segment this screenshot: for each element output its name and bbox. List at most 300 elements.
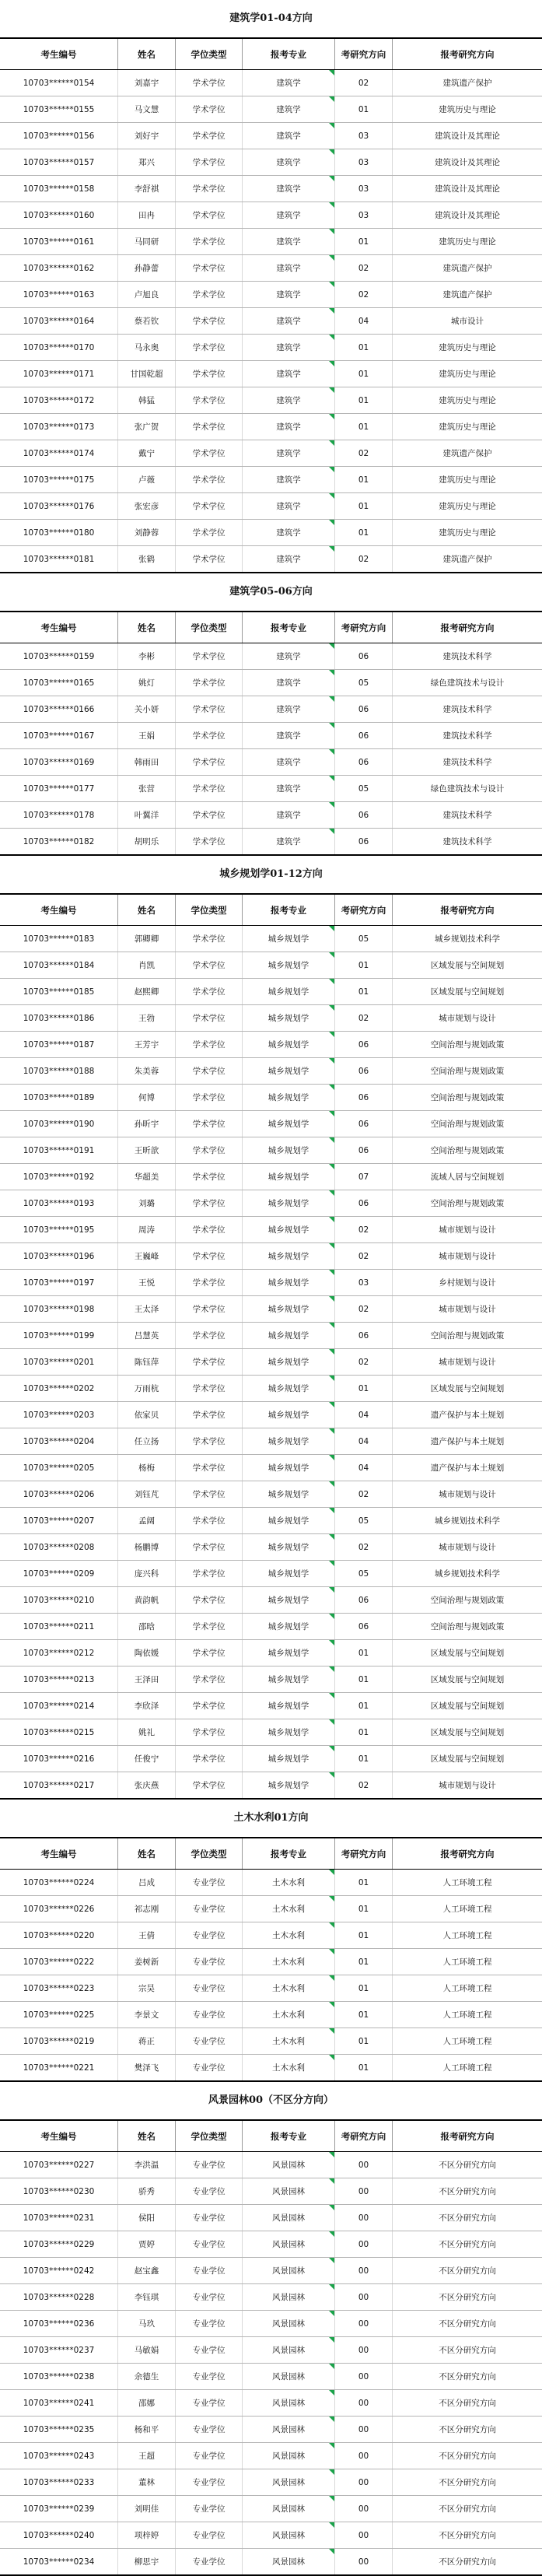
- direction-name: 城市设计: [451, 317, 484, 326]
- candidate-id: 10703******0157: [0, 149, 118, 175]
- candidate-name: 刘璐: [118, 1190, 176, 1216]
- direction-name: 城市规划与设计: [439, 1252, 496, 1261]
- candidate-id: 10703******0175: [0, 467, 118, 492]
- candidate-id: 10703******0222: [0, 1949, 118, 1975]
- table-row: [0, 1085, 542, 1111]
- header-direction-name: 报考研究方向: [440, 904, 495, 916]
- header-major: 报考专业: [243, 1838, 335, 1869]
- table-row: [0, 1402, 542, 1428]
- header-direction-name: 报考研究方向: [440, 48, 495, 60]
- header-candidate-id: 考生编号: [0, 895, 118, 925]
- candidate-id: 10703******0229: [0, 2231, 118, 2257]
- candidate-id: 10703******0197: [0, 1270, 118, 1295]
- candidate-id: 10703******0217: [0, 1772, 118, 1798]
- candidate-name: 项梓婷: [118, 2522, 176, 2548]
- major: 建筑学: [243, 696, 335, 722]
- table-header: [0, 2119, 542, 2152]
- degree-type: 专业学位: [176, 2028, 243, 2054]
- candidate-name: 姜树新: [118, 1949, 176, 1975]
- candidate-id: 10703******0176: [0, 493, 118, 519]
- degree-type: 专业学位: [176, 1975, 243, 2001]
- candidate-name: 李欣泽: [118, 1693, 176, 1719]
- candidate-id: 10703******0181: [0, 546, 118, 572]
- direction-name: 不区分研究方向: [439, 2425, 496, 2434]
- major: 城乡规划学: [243, 1323, 335, 1348]
- major: 建筑学: [243, 96, 335, 122]
- table-body: [0, 70, 542, 573]
- degree-type: 学术学位: [176, 229, 243, 254]
- table-row: [0, 1746, 542, 1772]
- degree-type: 专业学位: [176, 2258, 243, 2283]
- candidate-id: 10703******0163: [0, 282, 118, 307]
- direction-code: 01: [335, 467, 393, 492]
- header-direction-name: 报考研究方向: [440, 622, 495, 633]
- candidate-id: 10703******0242: [0, 2258, 118, 2283]
- direction-name: 人工环境工程: [442, 1905, 492, 1914]
- table-row: [0, 1949, 542, 1975]
- table-row: [0, 926, 542, 952]
- candidate-name: 王巍峰: [118, 1243, 176, 1269]
- direction-name: 城乡规划技术科学: [435, 1569, 500, 1579]
- table-row: [0, 308, 542, 335]
- direction-code: 00: [335, 2311, 393, 2336]
- degree-type: 专业学位: [176, 2231, 243, 2257]
- candidate-id: 10703******0241: [0, 2390, 118, 2416]
- candidate-id: 10703******0198: [0, 1296, 118, 1322]
- table-row: [0, 2364, 542, 2390]
- candidate-name: 侯阳: [118, 2205, 176, 2231]
- candidate-name: 刘钰芃: [118, 1481, 176, 1507]
- degree-type: 学术学位: [176, 282, 243, 307]
- candidate-id: 10703******0233: [0, 2469, 118, 2495]
- direction-code: 00: [335, 2522, 393, 2548]
- candidate-id: 10703******0211: [0, 1614, 118, 1639]
- table-row: [0, 1481, 542, 1508]
- candidate-id: 10703******0160: [0, 202, 118, 228]
- table-header: [0, 611, 542, 643]
- major: 城乡规划学: [243, 1164, 335, 1190]
- candidate-id: 10703******0161: [0, 229, 118, 254]
- candidate-name: 祁志刚: [118, 1896, 176, 1922]
- degree-type: 专业学位: [176, 2549, 243, 2574]
- candidate-id: 10703******0212: [0, 1640, 118, 1666]
- direction-code: 01: [335, 414, 393, 440]
- direction-code: 01: [335, 229, 393, 254]
- degree-type: 学术学位: [176, 1032, 243, 1057]
- candidate-name: 姚礼: [118, 1719, 176, 1745]
- major: 城乡规划学: [243, 1587, 335, 1613]
- major: 风景园林: [243, 2522, 335, 2548]
- direction-code: 03: [335, 1270, 393, 1295]
- direction-code: 00: [335, 2152, 393, 2178]
- candidate-id: 10703******0159: [0, 643, 118, 669]
- direction-name: 建筑遗产保护: [442, 449, 492, 458]
- candidate-name: 刘明佳: [118, 2496, 176, 2522]
- candidate-name: 孙昕宇: [118, 1111, 176, 1137]
- degree-type: 学术学位: [176, 255, 243, 281]
- direction-name: 不区分研究方向: [439, 2478, 496, 2487]
- candidate-name: 张鹤: [118, 546, 176, 572]
- direction-name: 空间治理与规划政策: [430, 1120, 505, 1129]
- degree-type: 专业学位: [176, 2337, 243, 2363]
- major-section: [0, 2082, 542, 2576]
- degree-type: 学术学位: [176, 1376, 243, 1401]
- table-row: [0, 1243, 542, 1270]
- table-row: [0, 1614, 542, 1640]
- degree-type: 学术学位: [176, 1508, 243, 1533]
- candidate-name: 宗昊: [118, 1975, 176, 2001]
- section-title: 城乡规划学01-12方向: [219, 868, 323, 880]
- candidate-id: 10703******0210: [0, 1587, 118, 1613]
- candidate-name: 田冉: [118, 202, 176, 228]
- direction-name: 人工环境工程: [442, 1957, 492, 1967]
- major: 城乡规划学: [243, 1402, 335, 1428]
- major: 土木水利: [243, 1949, 335, 1975]
- table-row: [0, 2337, 542, 2364]
- section-title: 建筑学05-06方向: [229, 586, 313, 598]
- candidate-name: 柳思宇: [118, 2549, 176, 2574]
- candidate-name: 杨梅: [118, 1455, 176, 1481]
- table-row: [0, 335, 542, 361]
- major: 城乡规划学: [243, 1217, 335, 1242]
- direction-name: 不区分研究方向: [439, 2557, 496, 2567]
- degree-type: 学术学位: [176, 802, 243, 828]
- table-row: [0, 1667, 542, 1693]
- candidate-id: 10703******0171: [0, 361, 118, 387]
- direction-name: 城市规划与设计: [439, 1014, 496, 1023]
- header-direction-code: 考研究方向: [335, 1838, 393, 1869]
- direction-code: 00: [335, 2178, 393, 2204]
- candidate-id: 10703******0174: [0, 440, 118, 466]
- degree-type: 学术学位: [176, 440, 243, 466]
- direction-code: 00: [335, 2258, 393, 2283]
- direction-code: 01: [335, 1975, 393, 2001]
- direction-name: 人工环境工程: [442, 1931, 492, 1940]
- header-major: 报考专业: [243, 2121, 335, 2151]
- table-row: [0, 1296, 542, 1323]
- header-name: 姓名: [118, 39, 176, 69]
- major: 建筑学: [243, 229, 335, 254]
- candidate-name: 张营: [118, 776, 176, 801]
- candidate-id: 10703******0193: [0, 1190, 118, 1216]
- degree-type: 学术学位: [176, 1005, 243, 1031]
- major: 建筑学: [243, 520, 335, 545]
- direction-name: 人工环境工程: [442, 2037, 492, 2046]
- table-row: [0, 1217, 542, 1243]
- direction-code: 02: [335, 546, 393, 572]
- degree-type: 学术学位: [176, 361, 243, 387]
- table-row: [0, 149, 542, 176]
- candidate-id: 10703******0230: [0, 2178, 118, 2204]
- degree-type: 学术学位: [176, 149, 243, 175]
- direction-code: 06: [335, 1587, 393, 1613]
- direction-name: 空间治理与规划政策: [430, 1040, 505, 1050]
- candidate-id: 10703******0162: [0, 255, 118, 281]
- header-major: 报考专业: [243, 895, 335, 925]
- direction-name: 建筑技术科学: [442, 811, 492, 820]
- candidate-id: 10703******0189: [0, 1085, 118, 1110]
- major: 建筑学: [243, 308, 335, 334]
- candidate-id: 10703******0228: [0, 2284, 118, 2310]
- degree-type: 学术学位: [176, 1323, 243, 1348]
- candidate-id: 10703******0202: [0, 1376, 118, 1401]
- direction-code: 01: [335, 1949, 393, 1975]
- degree-type: 学术学位: [176, 1349, 243, 1375]
- degree-type: 学术学位: [176, 1772, 243, 1798]
- major-section: [0, 573, 542, 856]
- direction-name: 城市规划与设计: [439, 1225, 496, 1235]
- candidate-id: 10703******0235: [0, 2417, 118, 2442]
- direction-code: 06: [335, 1085, 393, 1110]
- major: 城乡规划学: [243, 1561, 335, 1586]
- direction-code: 00: [335, 2205, 393, 2231]
- candidate-id: 10703******0167: [0, 723, 118, 748]
- degree-type: 专业学位: [176, 2205, 243, 2231]
- candidate-id: 10703******0234: [0, 2549, 118, 2574]
- candidate-name: 马文慧: [118, 96, 176, 122]
- candidate-id: 10703******0227: [0, 2152, 118, 2178]
- table-row: [0, 1164, 542, 1190]
- degree-type: 学术学位: [176, 1455, 243, 1481]
- candidate-name: 骄秀: [118, 2178, 176, 2204]
- table-header: [0, 37, 542, 70]
- candidate-id: 10703******0186: [0, 1005, 118, 1031]
- candidate-name: 陶依媛: [118, 1640, 176, 1666]
- candidate-name: 胡明乐: [118, 829, 176, 854]
- table-row: [0, 802, 542, 829]
- direction-code: 06: [335, 723, 393, 748]
- direction-code: 06: [335, 1190, 393, 1216]
- direction-name: 空间治理与规划政策: [430, 1146, 505, 1155]
- direction-code: 01: [335, 1719, 393, 1745]
- section-title: 风景园林00（不区分方向）: [208, 2094, 334, 2106]
- candidate-name: 吕慧英: [118, 1323, 176, 1348]
- major: 城乡规划学: [243, 1349, 335, 1375]
- table-row: [0, 1534, 542, 1561]
- candidate-name: 王昕歆: [118, 1137, 176, 1163]
- direction-name: 城乡规划技术科学: [435, 1516, 500, 1526]
- candidate-id: 10703******0165: [0, 670, 118, 696]
- major: 城乡规划学: [243, 1455, 335, 1481]
- direction-name: 不区分研究方向: [439, 2240, 496, 2249]
- direction-name: 建筑历史与理论: [439, 422, 496, 432]
- degree-type: 学术学位: [176, 414, 243, 440]
- direction-name: 遗产保护与本土规划: [430, 1437, 505, 1446]
- direction-code: 06: [335, 1111, 393, 1137]
- candidate-id: 10703******0236: [0, 2311, 118, 2336]
- table-row: [0, 1508, 542, 1534]
- degree-type: 学术学位: [176, 979, 243, 1004]
- direction-code: 02: [335, 1296, 393, 1322]
- direction-code: 01: [335, 96, 393, 122]
- direction-name: 建筑历史与理论: [439, 237, 496, 247]
- major: 土木水利: [243, 1870, 335, 1895]
- candidate-name: 邵娜: [118, 2390, 176, 2416]
- candidate-id: 10703******0187: [0, 1032, 118, 1057]
- candidate-name: 叶翼洋: [118, 802, 176, 828]
- direction-name: 建筑设计及其理论: [435, 158, 500, 167]
- major: 风景园林: [243, 2205, 335, 2231]
- table-row: [0, 1270, 542, 1296]
- table-row: [0, 361, 542, 387]
- direction-name: 空间治理与规划政策: [430, 1596, 505, 1605]
- direction-name: 不区分研究方向: [439, 2504, 496, 2514]
- direction-name: 空间治理与规划政策: [430, 1093, 505, 1102]
- direction-name: 建筑历史与理论: [439, 370, 496, 379]
- table-row: [0, 1870, 542, 1896]
- header-degree-type: 学位类型: [176, 39, 243, 69]
- table-row: [0, 643, 542, 670]
- major: 城乡规划学: [243, 1058, 335, 1084]
- major: 城乡规划学: [243, 1137, 335, 1163]
- table-row: [0, 1640, 542, 1667]
- candidate-name: 任俊宁: [118, 1746, 176, 1772]
- candidate-id: 10703******0214: [0, 1693, 118, 1719]
- degree-type: 学术学位: [176, 176, 243, 202]
- header-direction-name: 报考研究方向: [440, 2130, 495, 2142]
- direction-code: 04: [335, 1402, 393, 1428]
- major: 城乡规划学: [243, 1746, 335, 1772]
- direction-name: 空间治理与规划政策: [430, 1199, 505, 1208]
- candidate-id: 10703******0183: [0, 926, 118, 952]
- direction-name: 空间治理与规划政策: [430, 1622, 505, 1631]
- degree-type: 学术学位: [176, 335, 243, 360]
- major: 建筑学: [243, 176, 335, 202]
- direction-name: 人工环境工程: [442, 1984, 492, 1993]
- major: 城乡规划学: [243, 1640, 335, 1666]
- candidate-name: 贾婷: [118, 2231, 176, 2257]
- degree-type: 专业学位: [176, 2178, 243, 2204]
- table-row: [0, 2002, 542, 2028]
- table-body: [0, 643, 542, 856]
- direction-code: 06: [335, 1614, 393, 1639]
- major: 城乡规划学: [243, 1190, 335, 1216]
- degree-type: 学术学位: [176, 387, 243, 413]
- direction-code: 01: [335, 1746, 393, 1772]
- direction-code: 03: [335, 202, 393, 228]
- degree-type: 专业学位: [176, 2496, 243, 2522]
- direction-code: 01: [335, 1896, 393, 1922]
- candidate-id: 10703******0182: [0, 829, 118, 854]
- direction-name: 建筑技术科学: [442, 758, 492, 767]
- direction-code: 00: [335, 2231, 393, 2257]
- direction-name: 区域发展与空间规划: [430, 1675, 505, 1684]
- table-row: [0, 2496, 542, 2522]
- direction-code: 00: [335, 2469, 393, 2495]
- candidate-name: 王太泽: [118, 1296, 176, 1322]
- direction-name: 不区分研究方向: [439, 2319, 496, 2329]
- table-row: [0, 2469, 542, 2496]
- direction-code: 02: [335, 70, 393, 96]
- candidate-id: 10703******0185: [0, 979, 118, 1004]
- table-row: [0, 2055, 542, 2082]
- direction-name: 建筑技术科学: [442, 705, 492, 714]
- table-row: [0, 2258, 542, 2284]
- candidate-id: 10703******0164: [0, 308, 118, 334]
- major: 建筑学: [243, 829, 335, 854]
- table-body: [0, 926, 542, 1800]
- direction-code: 02: [335, 1217, 393, 1242]
- header-name: 姓名: [118, 612, 176, 643]
- candidate-name: 刘好宇: [118, 123, 176, 149]
- major: 土木水利: [243, 1896, 335, 1922]
- header-name: 姓名: [118, 1838, 176, 1869]
- direction-name: 建筑设计及其理论: [435, 131, 500, 141]
- direction-name: 城市规划与设计: [439, 1490, 496, 1499]
- candidate-id: 10703******0237: [0, 2337, 118, 2363]
- major: 风景园林: [243, 2417, 335, 2442]
- header-direction-code: 考研究方向: [335, 2121, 393, 2151]
- direction-code: 01: [335, 1922, 393, 1948]
- candidate-id: 10703******0216: [0, 1746, 118, 1772]
- major: 城乡规划学: [243, 1508, 335, 1533]
- section-title: 土木水利01方向: [233, 1812, 309, 1824]
- direction-name: 建筑历史与理论: [439, 502, 496, 511]
- degree-type: 学术学位: [176, 1481, 243, 1507]
- direction-code: 04: [335, 1455, 393, 1481]
- direction-name: 建筑历史与理论: [439, 475, 496, 485]
- candidate-name: 关小妍: [118, 696, 176, 722]
- direction-code: 01: [335, 979, 393, 1004]
- degree-type: 学术学位: [176, 1058, 243, 1084]
- candidate-id: 10703******0190: [0, 1111, 118, 1137]
- candidate-name: 马敏娟: [118, 2337, 176, 2363]
- table-row: [0, 723, 542, 749]
- major: 建筑学: [243, 670, 335, 696]
- degree-type: 学术学位: [176, 96, 243, 122]
- direction-code: 06: [335, 802, 393, 828]
- degree-type: 学术学位: [176, 1190, 243, 1216]
- direction-name: 绿色建筑技术与设计: [430, 678, 505, 688]
- direction-code: 01: [335, 1640, 393, 1666]
- direction-name: 城乡规划技术科学: [435, 934, 500, 944]
- degree-type: 学术学位: [176, 1111, 243, 1137]
- major: 城乡规划学: [243, 1772, 335, 1798]
- candidate-id: 10703******0221: [0, 2055, 118, 2080]
- degree-type: 专业学位: [176, 2443, 243, 2469]
- direction-code: 04: [335, 1428, 393, 1454]
- header-candidate-id: 考生编号: [0, 2121, 118, 2151]
- major: 风景园林: [243, 2178, 335, 2204]
- major: 城乡规划学: [243, 1693, 335, 1719]
- table-row: [0, 1349, 542, 1376]
- candidate-name: 黄韵帆: [118, 1587, 176, 1613]
- major: 建筑学: [243, 123, 335, 149]
- candidate-name: 卢薇: [118, 467, 176, 492]
- candidate-name: 韩雨田: [118, 749, 176, 775]
- degree-type: 专业学位: [176, 2311, 243, 2336]
- table-row: [0, 202, 542, 229]
- major: 建筑学: [243, 149, 335, 175]
- major: 风景园林: [243, 2152, 335, 2178]
- degree-type: 学术学位: [176, 70, 243, 96]
- major: 土木水利: [243, 1975, 335, 2001]
- degree-type: 专业学位: [176, 1870, 243, 1895]
- candidate-name: 依家贝: [118, 1402, 176, 1428]
- candidate-name: 余德生: [118, 2364, 176, 2389]
- degree-type: 学术学位: [176, 1085, 243, 1110]
- table-row: [0, 1896, 542, 1922]
- direction-code: 01: [335, 493, 393, 519]
- degree-type: 学术学位: [176, 1614, 243, 1639]
- table-row: [0, 1032, 542, 1058]
- candidate-id: 10703******0219: [0, 2028, 118, 2054]
- direction-code: 06: [335, 1058, 393, 1084]
- degree-type: 专业学位: [176, 2522, 243, 2548]
- direction-name: 城市规划与设计: [439, 1358, 496, 1367]
- table-row: [0, 1975, 542, 2002]
- degree-type: 专业学位: [176, 2469, 243, 2495]
